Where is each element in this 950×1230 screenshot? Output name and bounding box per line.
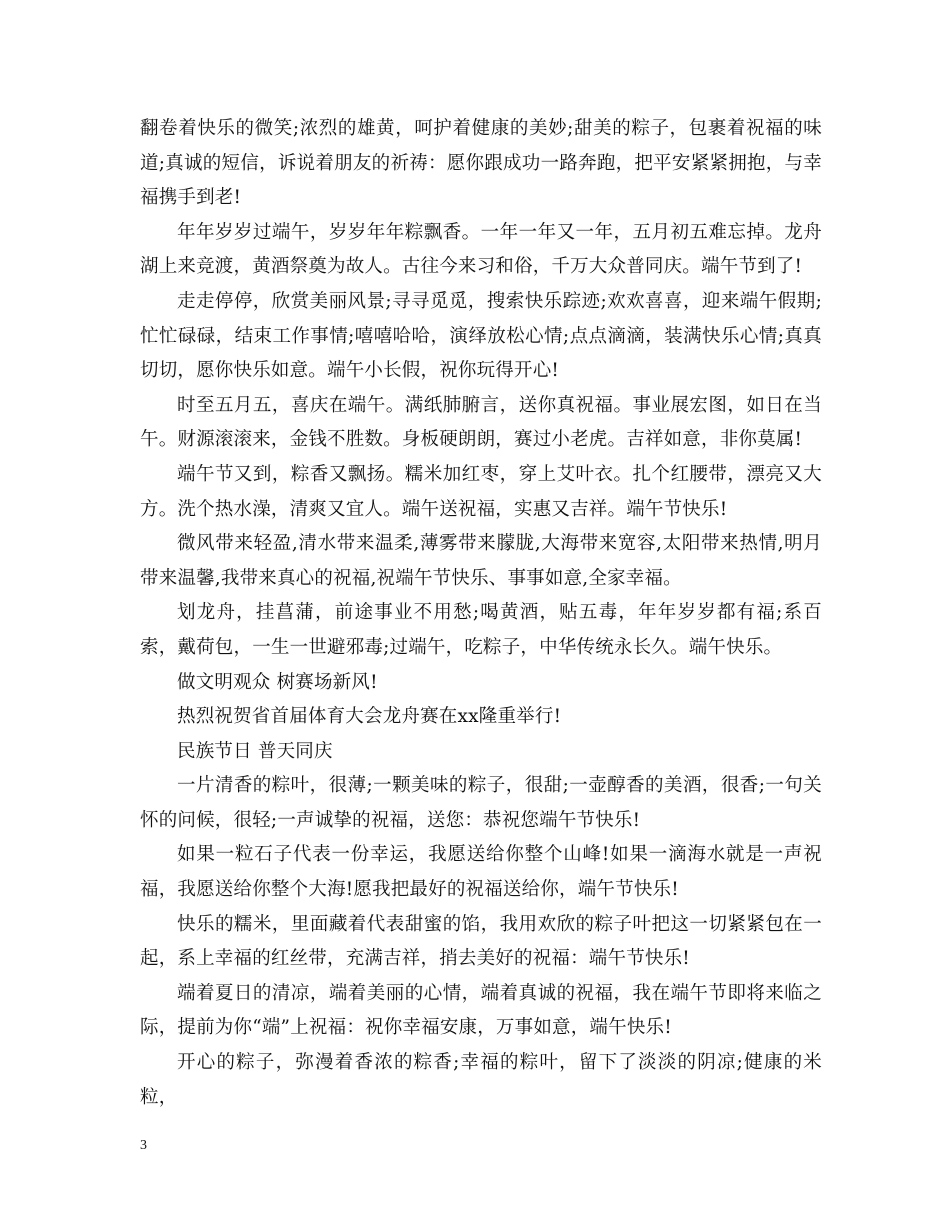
paragraph: 如果一粒石子代表一份幸运，我愿送给你整个山峰!如果一滴海水就是一声祝福，我愿送给你整个大海!愿我把最好的祝福送给你，端午节快乐! xyxy=(140,844,822,901)
slogan-line: 民族节日 普天同庆 xyxy=(177,740,333,762)
paragraph: 划龙舟，挂菖蒲，前途事业不用愁;喝黄酒，贴五毒，年年岁岁都有福;系百索，戴荷包，一生一世避邪毒;过端午，吃粽子，中华传统永长久。端午快乐。 xyxy=(140,602,822,658)
slogan-line: 做文明观众 树赛场新风! xyxy=(177,671,378,693)
paragraph: 翻卷着快乐的微笑;浓烈的雄黄，呵护着健康的美妙;甜美的粽子，包裹着祝福的味道;真诚的短信，诉说着朋友的祈祷：愿你跟成功一路奔跑，把平安紧紧拥抱，与幸福携手到老! xyxy=(140,118,822,209)
page-number: 3 xyxy=(140,1138,147,1153)
paragraph: 微风带来轻盈,清水带来温柔,薄雾带来朦胧,大海带来宽容,太阳带来热情,明月带来温馨,我带来真心的祝福,祝端午节快乐、事事如意,全家幸福。 xyxy=(140,533,822,589)
slogan-line: 热烈祝贺省首届体育大会龙舟赛在xx隆重举行! xyxy=(177,706,562,728)
paragraph: 快乐的糯米，里面藏着代表甜蜜的馅，我用欢欣的粽子叶把这一切紧紧包在一起，系上幸福的红丝带，充满吉祥，捎去美好的祝福：端午节快乐! xyxy=(140,913,822,970)
paragraph: 时至五月五，喜庆在端午。满纸肺腑言，送你真祝福。事业展宏图，如日在当午。财源滚滚来，金钱不胜数。身板硬朗朗，赛过小老虎。吉祥如意，非你莫属! xyxy=(140,394,822,451)
paragraph: 年年岁岁过端午，岁岁年年粽飘香。一年一年又一年，五月初五难忘掉。龙舟湖上来竞渡，黄酒祭奠为故人。古往今来习和俗，千万大众普同庆。端午节到了! xyxy=(140,221,822,278)
paragraph: 走走停停，欣赏美丽风景;寻寻觅觅，搜索快乐踪迹;欢欢喜喜，迎来端午假期;忙忙碌碌，结束工作事情;嘻嘻哈哈，演绎放松心情;点点滴滴，装满快乐心情;真真切切，愿你快乐如意。端午小长假，祝你玩得开心! xyxy=(140,290,822,382)
document-body xyxy=(140,112,822,1115)
paragraph: 开心的粽子，弥漫着香浓的粽香;幸福的粽叶，留下了淡淡的阴凉;健康的米粒， xyxy=(140,1052,822,1108)
paragraph: 端午节又到，粽香又飘扬。糯米加红枣，穿上艾叶衣。扎个红腰带，漂亮又大方。洗个热水澡，清爽又宜人。端午送祝福，实惠又吉祥。端午节快乐! xyxy=(140,463,822,520)
paragraph: 一片清香的粽叶，很薄;一颗美味的粽子，很甜;一壶醇香的美酒，很香;一句关怀的问候，很轻;一声诚挚的祝福，送您：恭祝您端午节快乐! xyxy=(140,775,822,831)
paragraph: 端着夏日的清凉，端着美丽的心情，端着真诚的祝福，我在端午节即将来临之际，提前为你“端”上祝福：祝你幸福安康，万事如意，端午快乐! xyxy=(140,982,822,1039)
